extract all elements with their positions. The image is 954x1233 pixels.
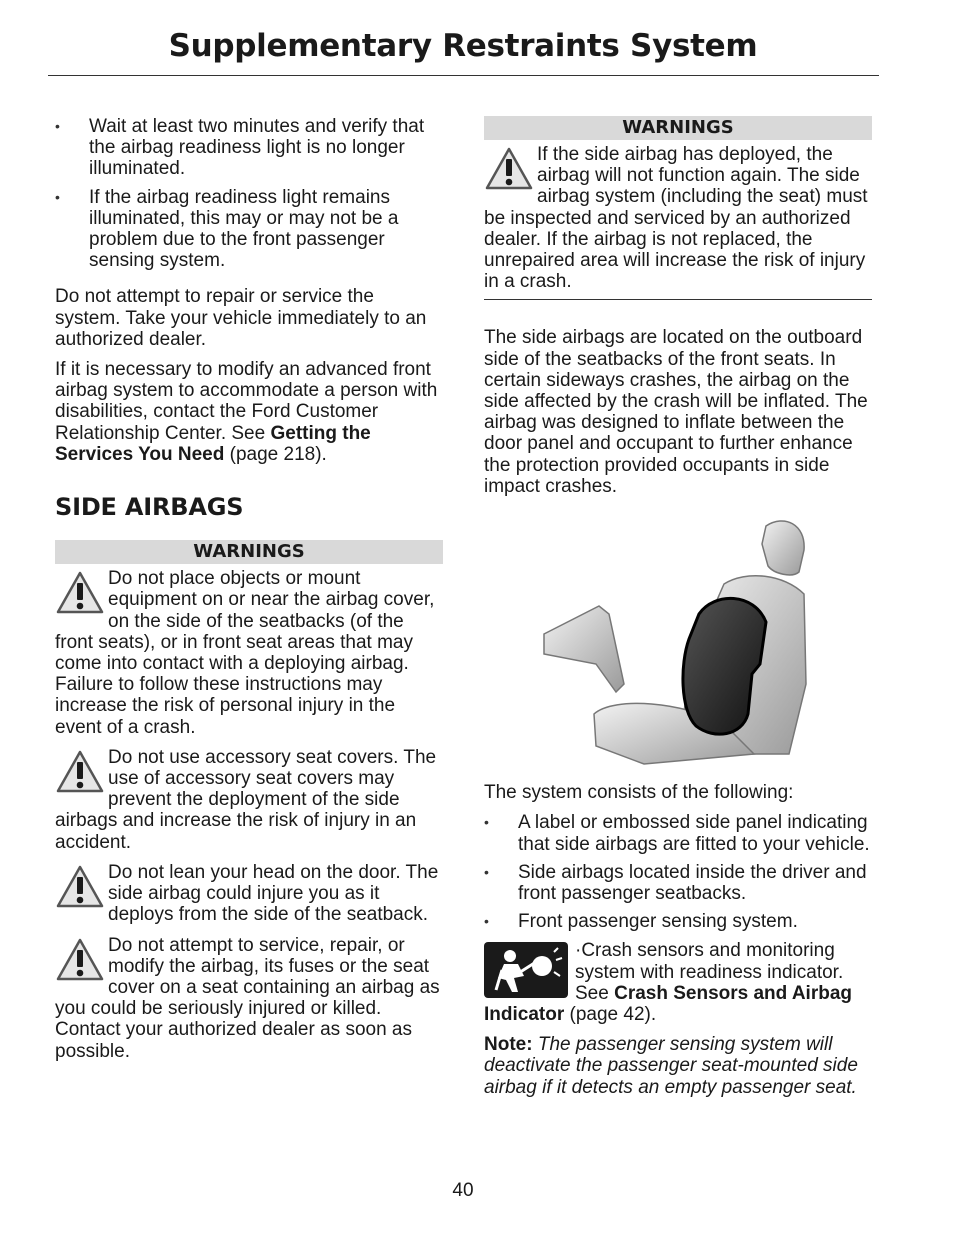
crash-sensors-paragraph bbox=[484, 940, 872, 1025]
warning-text: Do not use accessory seat covers. The use of accessory seat covers may prevent the deployment of the side airbags and increase the risk of injury in an accident. bbox=[55, 746, 437, 853]
warning-triangle-icon bbox=[55, 570, 105, 616]
page-number: 40 bbox=[452, 1180, 474, 1201]
note-text: The passenger sensing system will deactivate the passenger seat-mounted side airbag if it detects an empty passenger seat. bbox=[484, 1034, 858, 1098]
repair-paragraph: Do not attempt to repair or service the system. Take your vehicle immediately to an authorized dealer. bbox=[55, 286, 427, 350]
warnings-header: WARNINGS bbox=[484, 116, 872, 140]
seat-airbag-illustration bbox=[484, 514, 872, 769]
right-column bbox=[484, 116, 872, 1107]
title-rule bbox=[48, 75, 879, 76]
page-title: Supplementary Restraints System bbox=[168, 28, 758, 64]
left-bullet-list bbox=[55, 116, 443, 271]
location-paragraph: The side airbags are located on the outboard side of the seatbacks of the front seats. In certain sideways crashes, the airbag on the side affected by the crash will be inflated. The airbag was designed to inflate between the door panel and occupant to further enhance the protection provided occupants in side impact crashes. bbox=[484, 327, 868, 497]
warning-triangle-icon bbox=[55, 864, 105, 910]
services-reference-link[interactable]: Getting the Services You Need bbox=[55, 422, 371, 465]
modify-text: If it is necessary to modify an advanced front airbag system to accommodate a person with disabilities, contact the Ford Customer Relationship Center. See bbox=[55, 359, 438, 444]
airbag-indicator-icon bbox=[484, 942, 568, 998]
warning-item bbox=[55, 568, 443, 738]
warning-triangle-icon bbox=[55, 937, 105, 983]
modify-page-ref: (page 218). bbox=[224, 443, 327, 465]
list-item: • If the airbag readiness light remains illuminated, this may or may not be a problem due to the front passenger sensing system. bbox=[55, 187, 443, 272]
warning-item bbox=[55, 935, 443, 1062]
warning-text: Do not lean your head on the door. The side airbag could injure you as it deploys from the side of the seatback. bbox=[108, 861, 439, 926]
system-components-list bbox=[484, 812, 872, 932]
warning-triangle-icon bbox=[55, 749, 105, 795]
system-intro: The system consists of the following: bbox=[484, 782, 794, 804]
warning-item bbox=[55, 862, 443, 926]
list-item: • A label or embossed side panel indicating that side airbags are fitted to your vehicle. bbox=[484, 812, 872, 854]
section-heading-side-airbags: SIDE AIRBAGS bbox=[55, 493, 244, 522]
list-item: • Front passenger sensing system. bbox=[484, 911, 872, 932]
crash-page-ref: (page 42). bbox=[564, 1004, 657, 1026]
warning-item bbox=[484, 144, 872, 292]
crash-sensors-text: ·Crash sensors and monitoring system with readiness indicator. See bbox=[575, 940, 844, 1004]
warning-text: If the side airbag has deployed, the airbag will not function again. The side airbag system (including the seat) must be inspected and serviced by an authorized dealer. If the airbag is not replaced, the unrepaired area will increase the risk of injury in a crash. bbox=[484, 144, 868, 293]
list-item: • Side airbags located inside the driver and front passenger seatbacks. bbox=[484, 862, 872, 904]
warning-text: Do not place objects or mount equipment on or near the airbag cover, on the side of the seatbacks (of the front seats), or in front seat areas that may come into contact with a deploying airbag. Failure to follow these instructions may increase the risk of personal injury in the event of a crash. bbox=[55, 568, 435, 738]
note-label: Note: bbox=[484, 1034, 533, 1056]
note-paragraph bbox=[484, 1034, 872, 1098]
warning-triangle-icon bbox=[484, 146, 534, 192]
list-item: • Wait at least two minutes and verify that the airbag readiness light is no longer illuminated. bbox=[55, 116, 443, 180]
warning-text: Do not attempt to service, repair, or modify the airbag, its fuses or the seat cover on a seat containing an airbag as you could be seriously injured or killed. Contact your authorized dealer as soon as possible. bbox=[55, 934, 440, 1062]
crash-sensors-reference-link[interactable]: Crash Sensors and Airbag Indicator bbox=[484, 982, 853, 1026]
left-column bbox=[55, 116, 443, 1071]
warnings-header: WARNINGS bbox=[55, 540, 443, 564]
warning-item bbox=[55, 747, 443, 853]
modify-paragraph bbox=[55, 359, 443, 465]
warning-divider bbox=[484, 299, 872, 300]
